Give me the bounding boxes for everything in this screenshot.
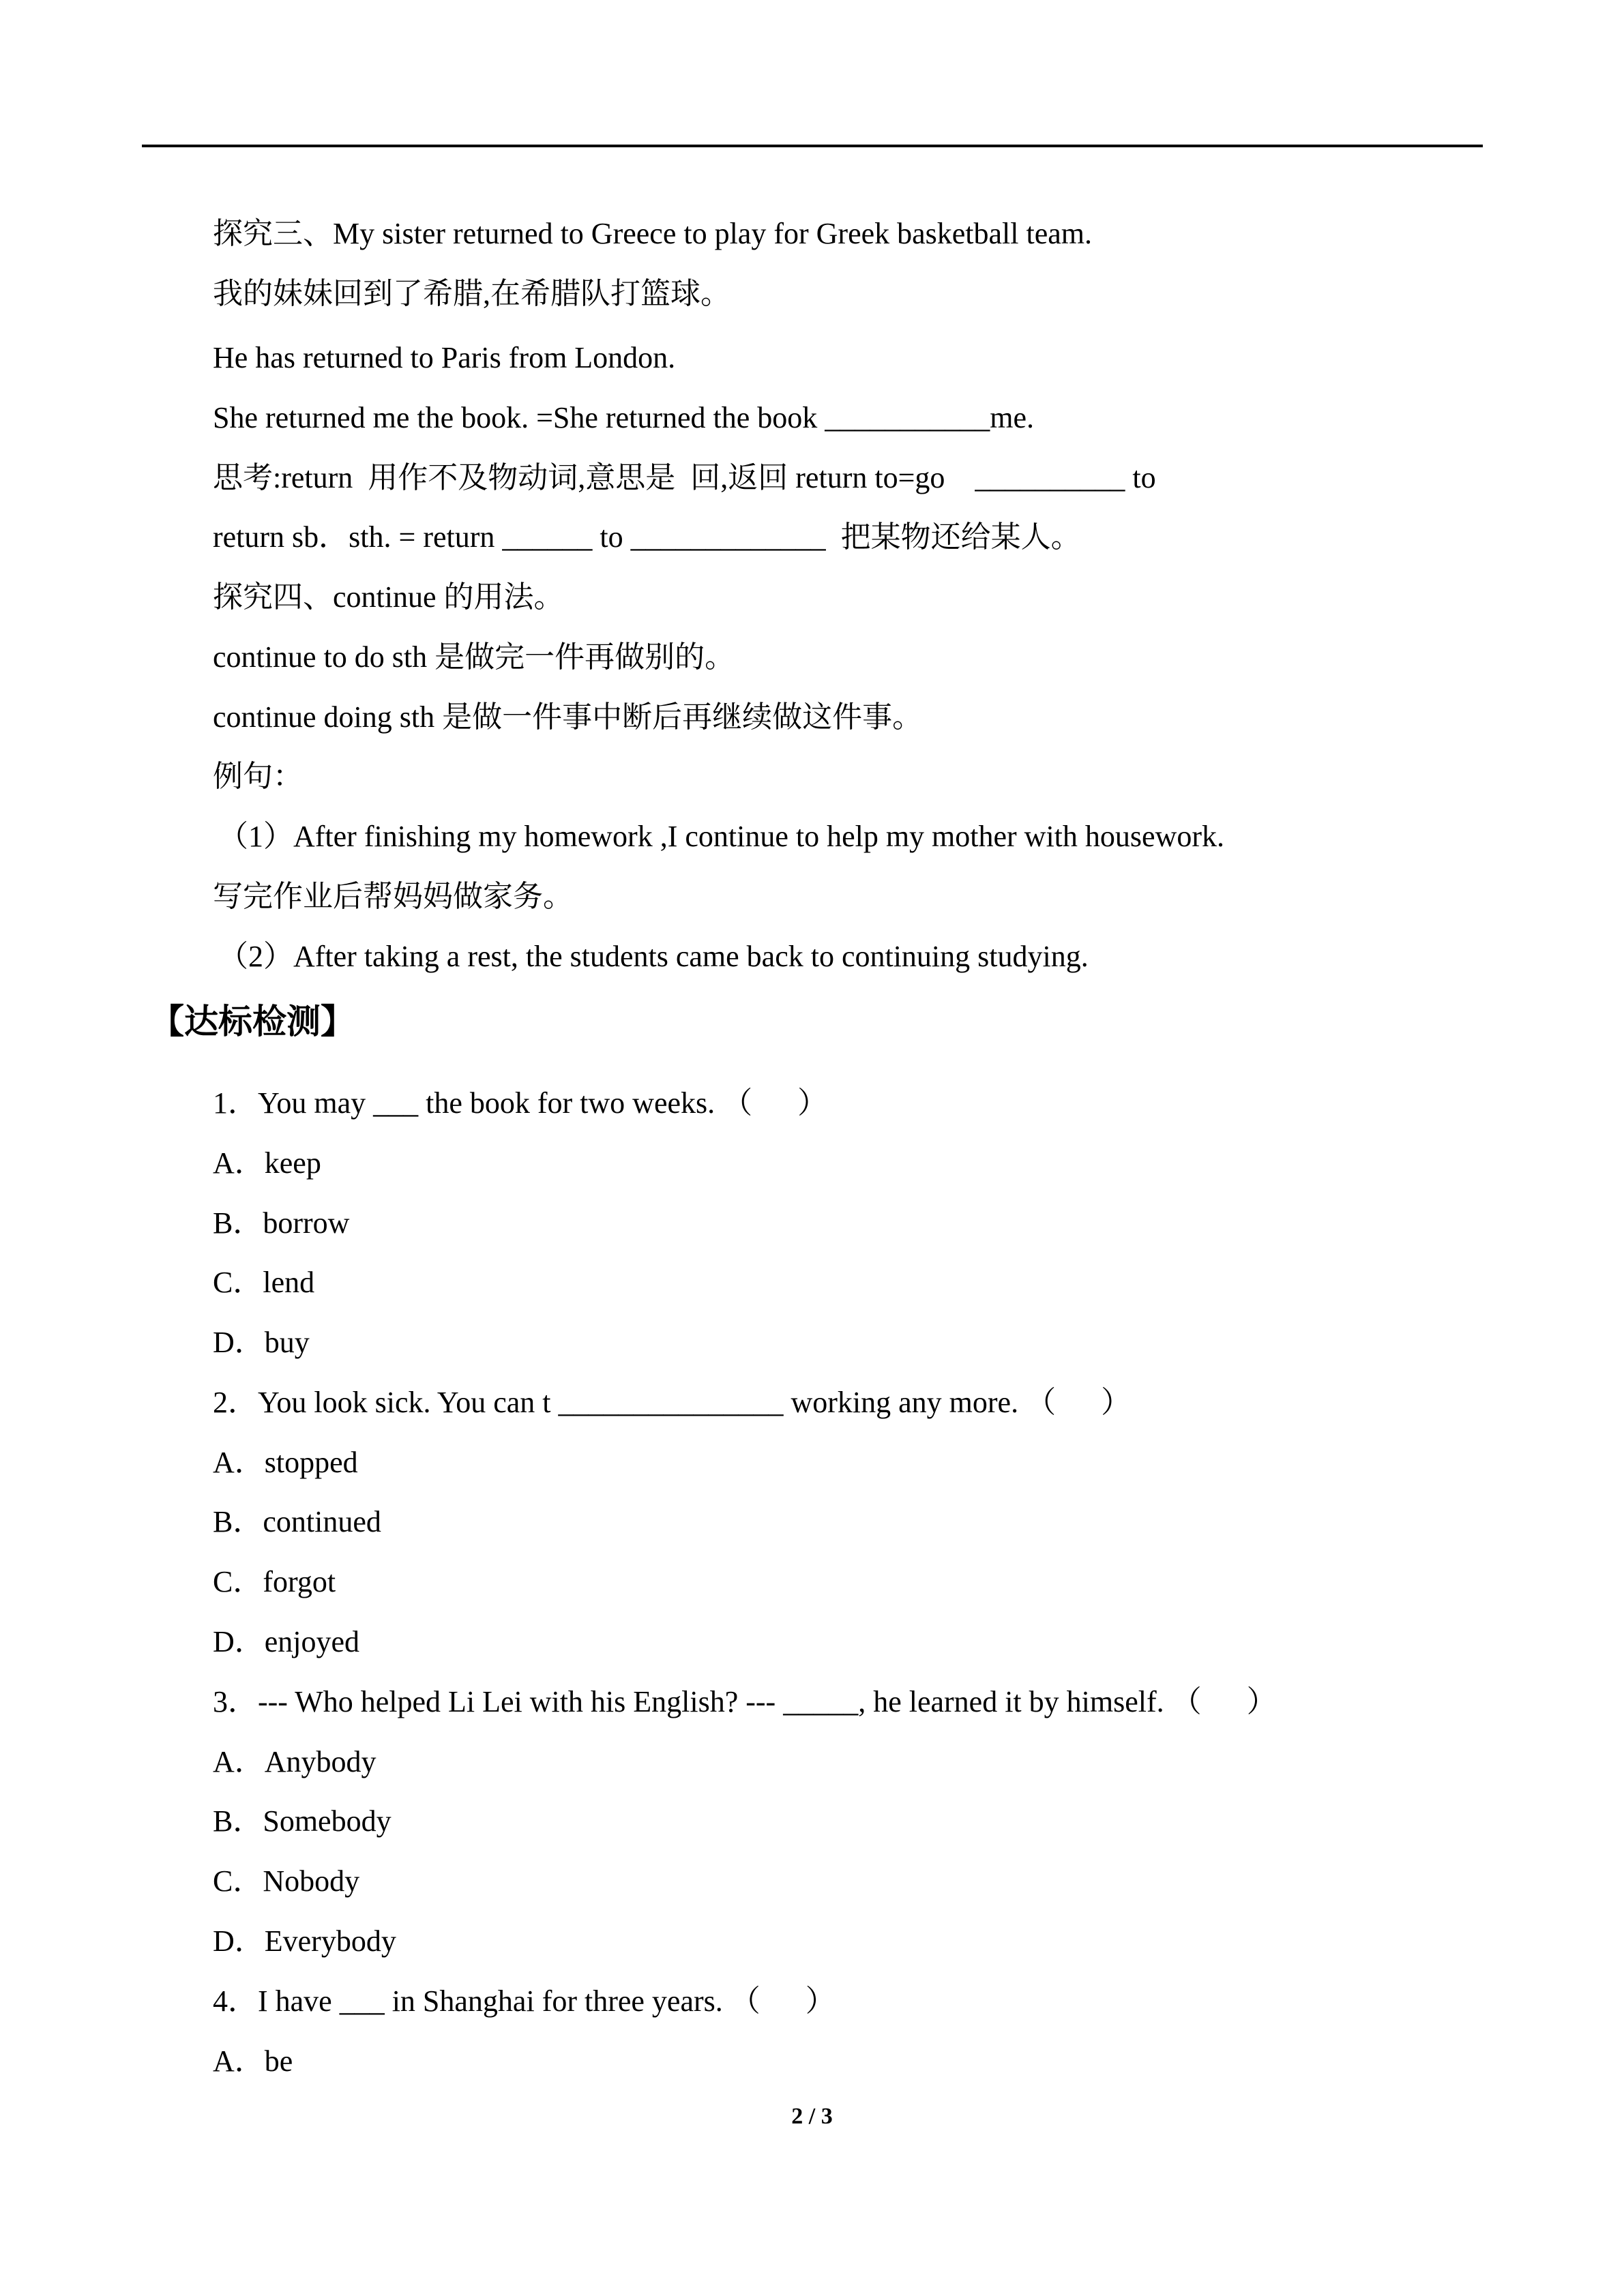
explore4-line-4: 例句： xyxy=(213,760,303,793)
question-2-option-d: D．enjoyed xyxy=(213,1625,360,1658)
explore3-line-1: 探究三、My sister returned to Greece to play for Greek basketball team. xyxy=(213,217,1093,250)
explore3-line-6: return sb．sth. = return ______ to _____________ 把某物还给某人。 xyxy=(213,520,1081,554)
question-4-stem: 4．I have ___ in Shanghai for three years. （ ） xyxy=(213,1984,836,2018)
question-1-option-d: D．buy xyxy=(213,1326,310,1359)
explore4-line-3: continue doing sth 是做一件事中断后再继续做这件事。 xyxy=(213,700,923,734)
question-2-stem: 2．You look sick. You can t _______________ working any more. （ ） xyxy=(213,1386,1132,1419)
question-3-option-d: D．Everybody xyxy=(213,1924,396,1958)
header-rule xyxy=(142,145,1483,147)
question-1-option-a: A．keep xyxy=(213,1146,321,1180)
explore3-line-3: He has returned to Paris from London. xyxy=(213,341,676,374)
explore4-line-6: 写完作业后帮妈妈做家务。 xyxy=(213,880,573,913)
question-3-stem: 3．--- Who helped Li Lei with his English? --- _____, he learned it by himself. （ ） xyxy=(213,1685,1277,1718)
question-3-option-c: C．Nobody xyxy=(213,1864,360,1898)
question-3-option-a: A．Anybody xyxy=(213,1745,377,1778)
explore3-line-5: 思考:return 用作不及物动词,意思是 回,返回 return to=go __________ to xyxy=(213,461,1156,494)
explore3-line-2: 我的妹妹回到了希腊,在希腊队打篮球。 xyxy=(213,277,730,310)
question-2-option-c: C．forgot xyxy=(213,1565,336,1598)
question-2-option-b: B．continued xyxy=(213,1505,381,1538)
question-1-stem: 1．You may ___ the book for two weeks. （ ） xyxy=(213,1086,828,1120)
question-2-option-a: A．stopped xyxy=(213,1446,358,1479)
page-number: 2 / 3 xyxy=(791,2104,833,2129)
explore4-line-1: 探究四、continue 的用法。 xyxy=(213,580,564,614)
question-4-option-a: A．be xyxy=(213,2044,293,2078)
explore3-line-4: She returned me the book. =She returned the book ___________me. xyxy=(213,401,1035,434)
section-heading: 【达标检测】 xyxy=(150,1002,355,1041)
question-3-option-b: B．Somebody xyxy=(213,1804,392,1838)
question-1-option-b: B．borrow xyxy=(213,1206,350,1240)
explore4-example-1: （1）After finishing my homework ,I continue to help my mother with housework. xyxy=(218,820,1224,853)
explore4-example-2: （2）After taking a rest, the students came back to continuing studying. xyxy=(218,940,1089,973)
question-1-option-c: C．lend xyxy=(213,1266,315,1299)
explore4-line-2: continue to do sth 是做完一件再做别的。 xyxy=(213,640,735,674)
